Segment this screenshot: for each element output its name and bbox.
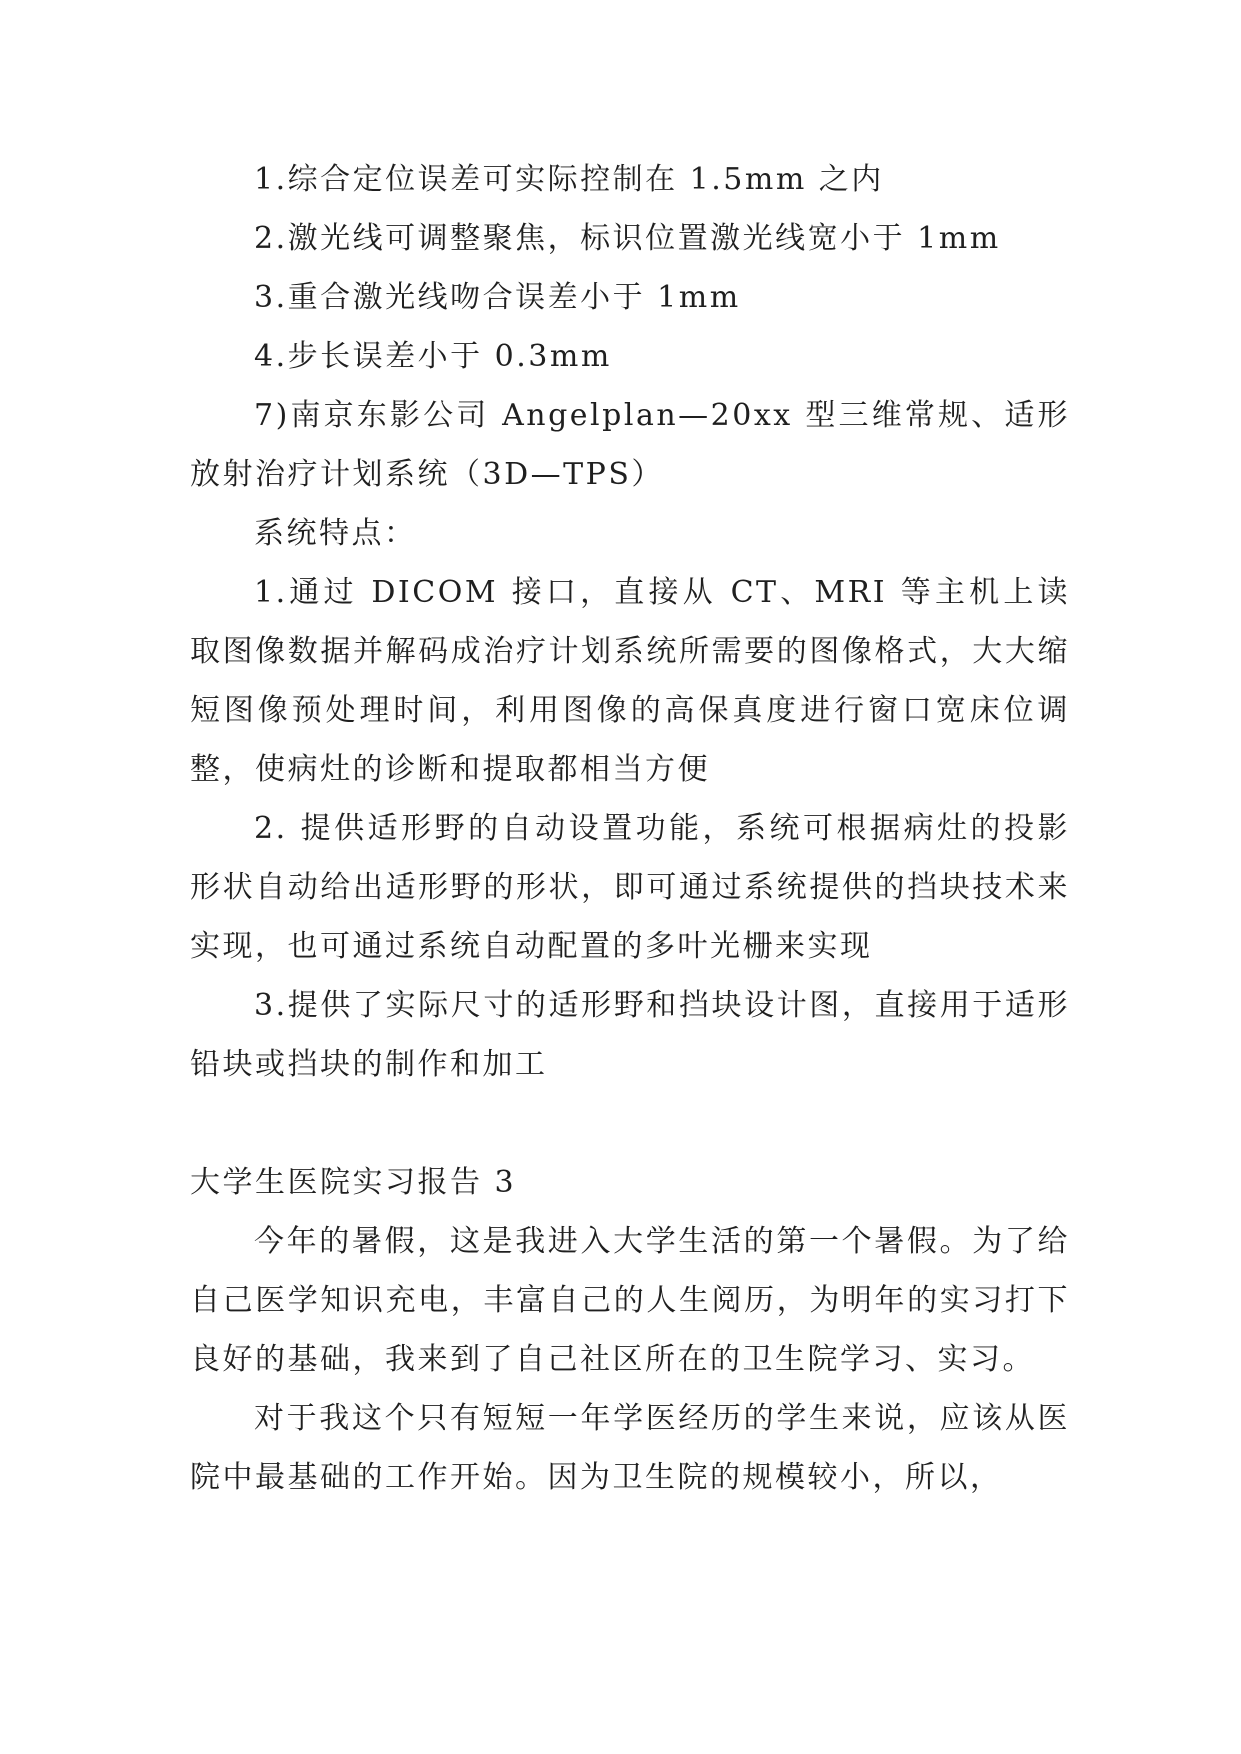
- paragraph: 3.重合激光线吻合误差小于 1mm: [254, 280, 741, 315]
- paragraph: 1.综合定位误差可实际控制在 1.5mm 之内: [254, 162, 884, 197]
- paragraph: 今年的暑假，这是我进入大学生活的第一个暑假。为了给自己医学知识充电，丰富自己的人生阅历，为明年的实习打下良好的基础，我来到了自己社区所在的卫生院学习、实习。: [190, 1224, 1070, 1377]
- section-title: 大学生医院实习报告 3: [190, 1165, 517, 1200]
- document-body: [190, 150, 1070, 1507]
- paragraph: 1.通过 DICOM 接口，直接从 CT、MRI 等主机上读取图像数据并解码成治疗计划系统所需要的图像格式，大大缩短图像预处理时间，利用图像的高保真度进行窗口宽床位调整，使病灶的诊断和提取都相当方便: [190, 575, 1070, 787]
- paragraph: 4.步长误差小于 0.3mm: [254, 339, 612, 374]
- section-spacer: [190, 1094, 1070, 1153]
- paragraph: 2.激光线可调整聚焦，标识位置激光线宽小于 1mm: [254, 221, 1001, 256]
- paragraph: 对于我这个只有短短一年学医经历的学生来说，应该从医院中最基础的工作开始。因为卫生院的规模较小，所以，: [190, 1401, 1070, 1495]
- paragraph: 3.提供了实际尺寸的适形野和挡块设计图，直接用于适形铅块或挡块的制作和加工: [190, 988, 1070, 1082]
- paragraph: 系统特点：: [254, 516, 417, 551]
- paragraph: 2. 提供适形野的自动设置功能，系统可根据病灶的投影形状自动给出适形野的形状，即可通过系统提供的挡块技术来实现，也可通过系统自动配置的多叶光栅来实现: [190, 811, 1070, 964]
- paragraph: 7)南京东影公司 Angelplan—20xx 型三维常规、适形放射治疗计划系统（3D—TPS）: [190, 398, 1070, 492]
